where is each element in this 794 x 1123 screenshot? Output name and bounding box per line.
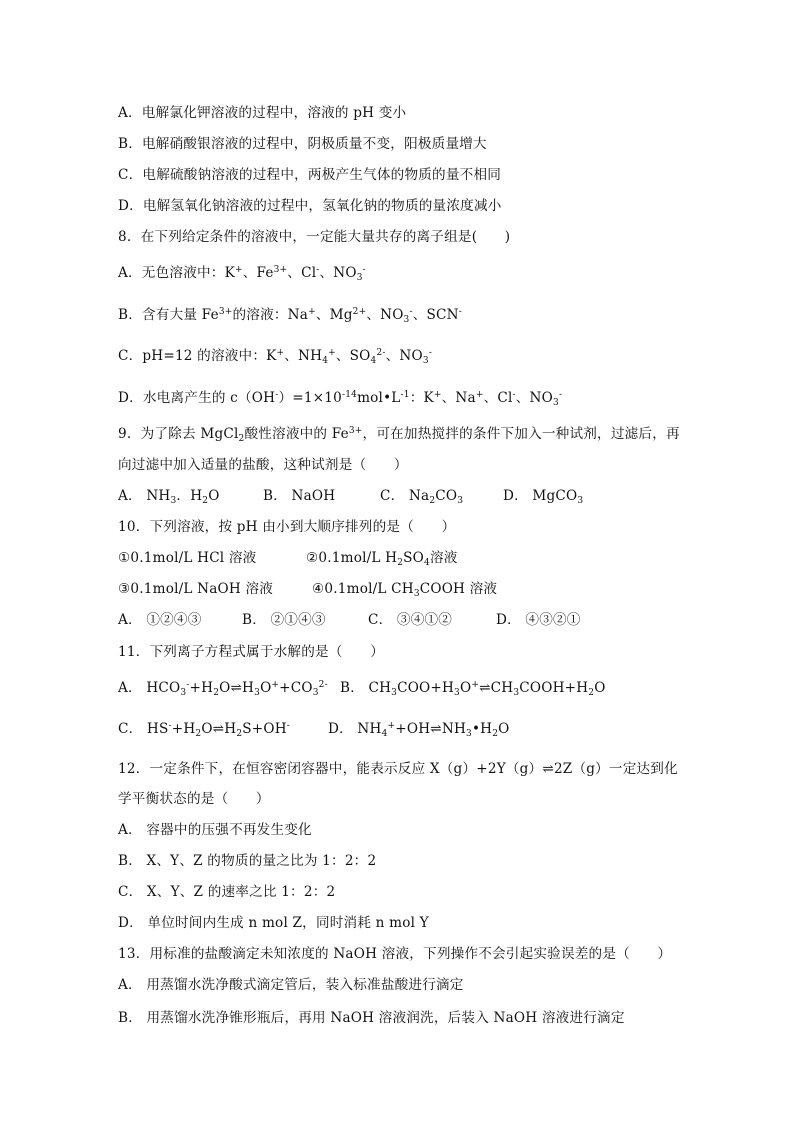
q7-option-b: B．电解硝酸银溶液的过程中，阴极质量不变，阳极质量增大	[118, 136, 487, 152]
q9-option-b: B． NaOH	[263, 488, 336, 504]
q12-stem-line2: 学平衡状态的是（ ）	[118, 791, 270, 807]
q9-option-c: C． $Na_2CO_3$	[380, 488, 464, 506]
q11-option-c: C． $HS^-+H_2O\rightleftharpoons H_2S+OH^-$	[118, 721, 291, 739]
q10-solution-2: ②0.1mol/L $H_2SO_4$溶液	[306, 550, 458, 568]
q9-stem-line2: 向过滤中加入适量的盐酸，这种试剂是（ ）	[118, 457, 408, 473]
q10-stem: 10．下列溶液，按 pH 由小到大顺序排列的是（ ）	[118, 519, 456, 535]
q10-option-a: A． ①②④③	[118, 612, 202, 628]
q11-option-d: D． $NH_4^++OH\rightleftharpoons NH_3•H_2O$	[328, 721, 510, 739]
q12-stem-line1: 12．一定条件下，在恒容密闭容器中，能表示反应 X（g）+2Y（g）⇌2Z（g）一定达到化	[118, 761, 678, 777]
q12-option-d: D． 单位时间内生成 n mol Z，同时消耗 n mol Y	[118, 915, 429, 931]
q11-stem: 11．下列离子方程式属于水解的是（ ）	[118, 644, 384, 660]
q10-solution-4: ④0.1mol/L $CH_3COOH$ 溶液	[312, 581, 498, 599]
q8-option-b: B．含有大量 $Fe^{3+}$的溶液：Na+、$Mg^{2+}$、$NO_3^-$、SCN-	[118, 307, 462, 325]
q8-option-c: C．pH=12 的溶液中：K+、$NH_4^+$、$SO_4^{2-}$、$NO_3^-$	[118, 348, 433, 366]
q13-option-a: A． 用蒸馏水洗净酸式滴定管后，装入标准盐酸进行滴定	[118, 977, 464, 993]
q12-option-c: C． X、Y、Z 的速率之比 1：2：2	[118, 884, 336, 900]
q8-option-a: A．无色溶液中：K+、$Fe^{3+}$、Cl-、$NO_3^-$	[118, 265, 366, 283]
q12-option-a: A． 容器中的压强不再发生变化	[118, 822, 312, 838]
q10-option-c: C． ③④①②	[368, 612, 453, 628]
q10-solution-1: ①0.1mol/L HCl 溶液	[118, 550, 257, 566]
q13-option-b: B． 用蒸馏水洗净锥形瓶后，再用 NaOH 溶液润洗，后装入 NaOH 溶液进行滴定	[118, 1010, 625, 1026]
q11-option-a: A． $HCO_3^-+H_2O\rightleftharpoons H_3O^++CO_3^{2-}$	[118, 680, 328, 698]
q10-solution-3: ③0.1mol/L NaOH 溶液	[118, 581, 274, 597]
q9-option-a: A． $NH_3$．$H_2O$	[118, 488, 220, 506]
q13-stem: 13．用标准的盐酸滴定未知浓度的 NaOH 溶液，下列操作不会引起实验误差的是（ ）	[118, 946, 672, 962]
q7-option-c: C．电解硫酸钠溶液的过程中，两极产生气体的物质的量不相同	[118, 167, 502, 183]
q9-option-d: D． MgCO$_3$	[503, 488, 584, 506]
q9-stem-line1: 9．为了除去 MgCl$_2$酸性溶液中的 $Fe^{3+}$，可在加热搅拌的条件下加入一种试剂，过滤后，再	[118, 426, 680, 444]
q12-option-b: B． X、Y、Z 的物质的量之比为 1：2：2	[118, 853, 377, 869]
q8-option-d: D．水电离产生的 $c(OH^-)=1\times 10^{-14}mol•L^{-1}$：K+、Na+、Cl-、$NO_3^-$	[118, 390, 563, 408]
q10-option-b: B． ②①④③	[242, 612, 326, 628]
q7-option-a: A．电解氯化钾溶液的过程中，溶液的 pH 变小	[118, 105, 407, 121]
q10-option-d: D． ④③②①	[496, 612, 581, 628]
q11-option-b: B． $CH_3COO+H_3O^+\rightleftharpoons CH_3COOH+H_2O$	[340, 680, 606, 698]
q8-stem: 8．在下列给定条件的溶液中，一定能大量共存的离子组是( )	[118, 229, 511, 245]
q7-option-d: D．电解氢氧化钠溶液的过程中，氢氧化钠的物质的量浓度减小	[118, 198, 502, 214]
